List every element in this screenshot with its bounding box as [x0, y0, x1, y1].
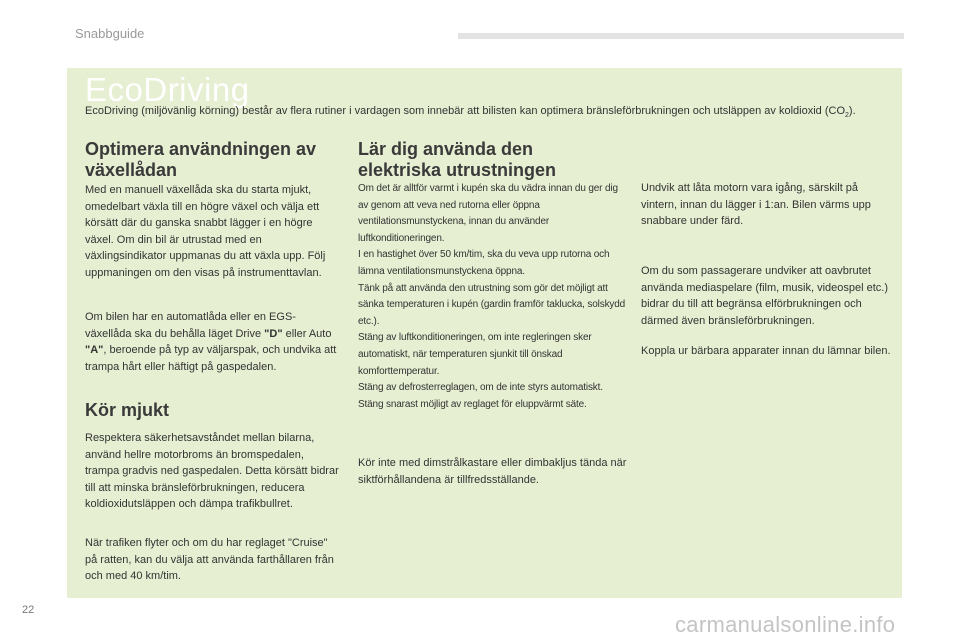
intro-main: EcoDriving (miljövänlig körning) består av flera rutiner i vardagen som innebär att bilisten kan optimera bränsleförbrukningen och utsläppen av koldioxid (CO — [85, 105, 845, 117]
auto-mode-label: "A" — [85, 344, 104, 356]
gearbox-heading-line2: växellådan — [85, 160, 178, 180]
gearbox-para-automatic-a: Om bilen har en automatlåda eller en EGS-växellåda ska du behålla läget Drive — [85, 311, 296, 340]
smooth-driving-heading: Kör mjukt — [85, 400, 170, 420]
gearbox-para-manual: Med en manuell växellåda ska du starta mjukt, omedelbart växla till en högre växel och välja ett körsätt där du ganska snabbt lägger i en högre växel. Om din bil är utrustad med en växlingsindikator uppmanas du att växla upp. Följ uppmaningen om den visas på instrumenttavlan. — [85, 184, 326, 279]
gearbox-para-automatic — [85, 309, 340, 375]
electrical-media-para: Om du som passagerare undviker att oavbrutet använda mediaspelare (film, musik, videospel etc.) bidrar du till att begränsa elförbrukningen och därmed även bränsleförbrukningen. — [641, 265, 889, 327]
page-title: EcoDriving — [85, 71, 250, 108]
climate-tip: Stäng av defrosterreglagen, om de inte styrs automatiskt. — [358, 382, 603, 394]
drive-mode-label: "D" — [264, 327, 283, 340]
watermark: carmanualsonline.info — [675, 612, 896, 637]
climate-tip: Om det är alltför varmt i kupén ska du vädra innan du ger dig av genom att veva ned rutorna eller öppna ventilationsmunstyckena, innan du använder luftkonditioneringen. — [358, 183, 618, 244]
section-label: Snabbguide — [75, 26, 145, 41]
electrical-fog-lights-para: Kör inte med dimstrålkastare eller dimbakljus tända när siktförhållandena är tillfredsställande. — [358, 457, 627, 486]
smooth-driving-para-cruise: När trafiken flyter och om du har reglaget "Cruise" på ratten, kan du välja att använda farthållaren från och med 40 km/tim. — [85, 537, 334, 582]
smooth-driving-para-distance: Respektera säkerhetsavståndet mellan bilarna, använd hellre motorbroms än bromspedalen, trampa gradvis ned gaspedalen. Detta körsätt bidrar till att minska bränsleförbrukningen, reducera koldioxidutsläppen och dämpa trafikbullret. — [85, 432, 339, 510]
page-number: 22 — [22, 604, 35, 616]
gearbox-heading-line1: Optimera användningen av — [85, 139, 317, 159]
climate-tip: Stäng snarast möjligt av reglaget för eluppvärmt säte. — [358, 398, 587, 410]
climate-tip: Tänk på att använda den utrustning som gör det möjligt att sänka temperaturen i kupén (gardin framför taklucka, solskydd etc.). — [358, 282, 626, 327]
intro-suffix: ). — [848, 105, 856, 117]
header-rule — [458, 33, 904, 39]
gearbox-para-automatic-c: , beroende på typ av väljarspak, och undvika att trampa hårt eller häftigt på gaspedalen. — [85, 344, 337, 373]
gearbox-heading — [85, 139, 355, 181]
electrical-heading-line2: elektriska utrustningen — [358, 160, 557, 180]
electrical-unplug-para: Koppla ur bärbara apparater innan du lämnar bilen. — [641, 345, 891, 357]
intro-subscript: 2 — [845, 112, 849, 120]
electrical-climate-tips — [358, 181, 626, 413]
climate-tip: I en hastighet över 50 km/tim, ska du veva upp rutorna och lämna ventilationsmunstyckena öppna. — [358, 249, 610, 277]
electrical-heading — [358, 139, 638, 181]
electrical-engine-idle-para: Undvik att låta motorn vara igång, särskilt på vintern, innan du lägger i 1:an. Bilen värms upp snabbare under färd. — [641, 182, 871, 227]
electrical-heading-line1: Lär dig använda den — [358, 139, 534, 159]
gearbox-para-automatic-b: eller Auto — [282, 327, 332, 340]
climate-tip: Stäng av luftkonditioneringen, om inte regleringen sker automatiskt, när temperaturen sjunkit till önskad komforttemperatur. — [358, 332, 592, 377]
intro-text — [85, 104, 885, 124]
